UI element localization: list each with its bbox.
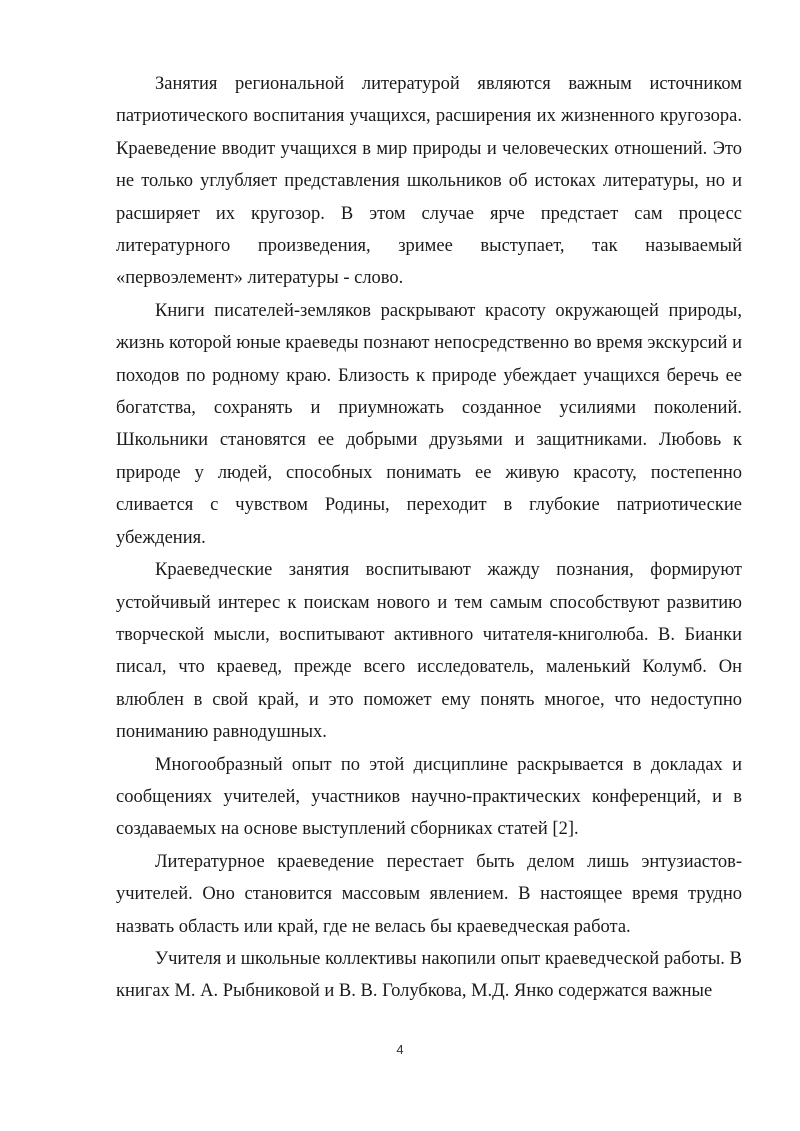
paragraph-6: Учителя и школьные коллективы накопили опыт краеведческой работы. В книгах М. А. Рыбниковой и В. В. Голубкова, М.Д. Янко содержатся важные — [116, 948, 742, 1002]
paragraph-3: Краеведческие занятия воспитывают жажду познания, формируют устойчивый интерес к поискам нового и тем самым способствуют развитию творческой мысли, воспитывают активного читателя-книголюба. В. Бианки писал, что краевед, прежде всего исследователь, маленький Колумб. Он влюблен в свой край, и это поможет ему понять многое, что недоступно пониманию равнодушных. — [116, 560, 742, 743]
paragraph-4: Многообразный опыт по этой дисциплине раскрывается в докладах и сообщениях учителей, участников научно-практических конференций, и в создаваемых на основе выступлений сборниках статей [2]. — [116, 754, 742, 840]
paragraph-2: Книги писателей-земляков раскрывают красоту окружающей природы, жизнь которой юные краеведы познают непосредственно во время экскурсий и походов по родному краю. Близость к природе убеждает учащихся беречь ее богатства, сохранять и приумножать созданное усилиями поколений. Школьники становятся ее добрыми друзьями и защитниками. Любовь к природе у людей, способных понимать ее живую красоту, постепенно сливается с чувством Родины, переходит в глубокие патриотические убеждения. — [116, 300, 742, 548]
page-number: 4 — [396, 1042, 404, 1057]
paragraph-5: Литературное краеведение перестает быть делом лишь энтузиастов-учителей. Оно становится массовым явлением. В настоящее время трудно назвать область или край, где не велась бы краеведческая работа. — [116, 851, 742, 937]
page-body — [116, 68, 742, 1008]
paragraph-1: Занятия региональной литературой являются важным источником патриотического воспитания учащихся, расширения их жизненного кругозора. Краеведение вводит учащихся в мир природы и человеческих отношений. Это не только углубляет представления школьников об истоках литературы, но и расширяет их кругозор. В этом случае ярче предстает сам процесс литературного произведения, зримее выступает, так называемый «первоэлемент» литературы - слово. — [116, 74, 742, 289]
